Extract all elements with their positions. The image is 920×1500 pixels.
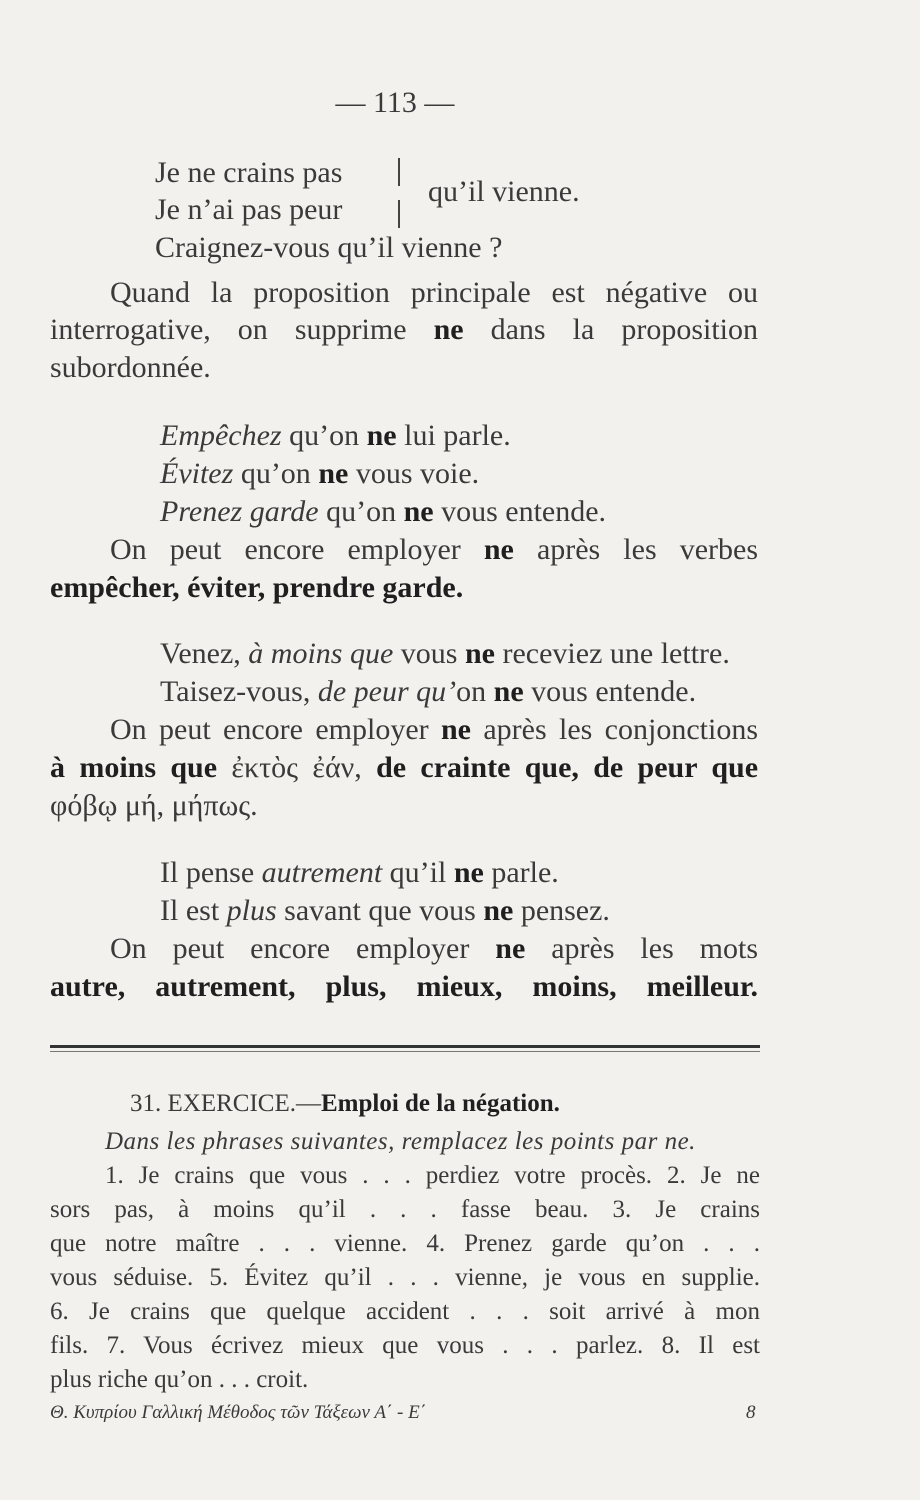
fear-line-2: Je n’ai pas peur bbox=[155, 193, 343, 226]
verb-example-2: Évitez qu’on ne vous voie. bbox=[160, 457, 480, 490]
rule1-ne: ne bbox=[433, 313, 464, 346]
rule4-line-1: On peut encore employer ne après les mots bbox=[110, 932, 759, 965]
verb-example-3: Prenez garde qu’on ne vous entende. bbox=[160, 495, 607, 528]
fear-line-1: Je ne crains pas bbox=[155, 156, 343, 189]
rule3-line-2: à moins que ἐκτὸς ἐάν, de crainte que, de peur que bbox=[50, 751, 759, 784]
page-number: — 113 — bbox=[335, 86, 455, 119]
footer-signature: 8 bbox=[746, 1402, 756, 1423]
bracket-bar-1 bbox=[398, 158, 400, 186]
section-divider-thin bbox=[50, 1051, 760, 1052]
rule4-line-2: autre, autrement, plus, mieux, moins, meilleur. bbox=[50, 970, 758, 1003]
bracket-bar-2 bbox=[398, 200, 400, 228]
exercise-number: 31. EXERCICE.— bbox=[130, 1090, 321, 1117]
conj-example-1: Venez, à moins que vous ne receviez une lettre. bbox=[160, 637, 730, 670]
exercise-line-2: sors pas, à moins qu’il . . . fasse beau. 3. Je crains bbox=[50, 1196, 760, 1223]
footer-title: Θ. Κυπρίου Γαλλική Μέθοδος τῶν Τάξεων Α΄ - Ε΄ bbox=[50, 1402, 427, 1423]
rule2-line-2: empêcher, éviter, prendre garde. bbox=[50, 571, 464, 604]
verb-example-1: Empêchez qu’on ne lui parle. bbox=[160, 419, 511, 452]
rule1-line-3: subordonnée. bbox=[50, 351, 211, 384]
exercise-instruction: Dans les phrases suivantes, remplacez les points par ne. bbox=[105, 1128, 696, 1155]
section-divider bbox=[50, 1045, 760, 1048]
exercise-line-4: vous séduise. 5. Évitez qu’il . . . vienne, je vous en supplie. bbox=[50, 1264, 760, 1291]
word-example-2: Il est plus savant que vous ne pensez. bbox=[160, 894, 610, 927]
rule1-text-a: interrogative, on supprime bbox=[50, 313, 407, 346]
rule3-line-1: On peut encore employer ne après les conjonctions bbox=[110, 713, 758, 746]
rule1-line-1: Quand la proposition principale est négative ou bbox=[110, 276, 758, 309]
conj-example-2: Taisez-vous, de peur qu’on ne vous entende. bbox=[160, 675, 697, 708]
exercise-title: Emploi de la négation. bbox=[320, 1090, 560, 1117]
rule2-line-1: On peut encore employer ne après les verbes bbox=[110, 533, 759, 566]
verb-3: Prenez garde bbox=[160, 495, 319, 528]
verb-2: Évitez bbox=[160, 457, 234, 490]
exercise-line-1: 1. Je crains que vous . . . perdiez votre procès. 2. Je ne bbox=[105, 1162, 760, 1189]
rule3-line-3: φόβῳ μή, μήπως. bbox=[50, 789, 258, 822]
fear-line-3: Craignez-vous qu’il vienne ? bbox=[155, 231, 503, 264]
exercise-heading bbox=[130, 1088, 560, 1120]
rule1-line-2 bbox=[50, 312, 758, 348]
word-example-1: Il pense autrement qu’il ne parle. bbox=[160, 856, 559, 889]
rule1-text-c: dans la proposition bbox=[490, 313, 759, 346]
verb-1: Empêchez bbox=[160, 419, 282, 452]
exercise-line-3: que notre maître . . . vienne. 4. Prenez garde qu’on . . . bbox=[50, 1230, 760, 1257]
exercise-line-6: fils. 7. Vous écrivez mieux que vous . . . parlez. 8. Il est bbox=[50, 1332, 760, 1359]
fear-shared-clause: qu’il vienne. bbox=[428, 175, 580, 208]
exercise-line-5: 6. Je crains que quelque accident . . . soit arrivé à mon bbox=[50, 1298, 760, 1325]
exercise-line-7: plus riche qu’on . . . croit. bbox=[50, 1366, 309, 1393]
